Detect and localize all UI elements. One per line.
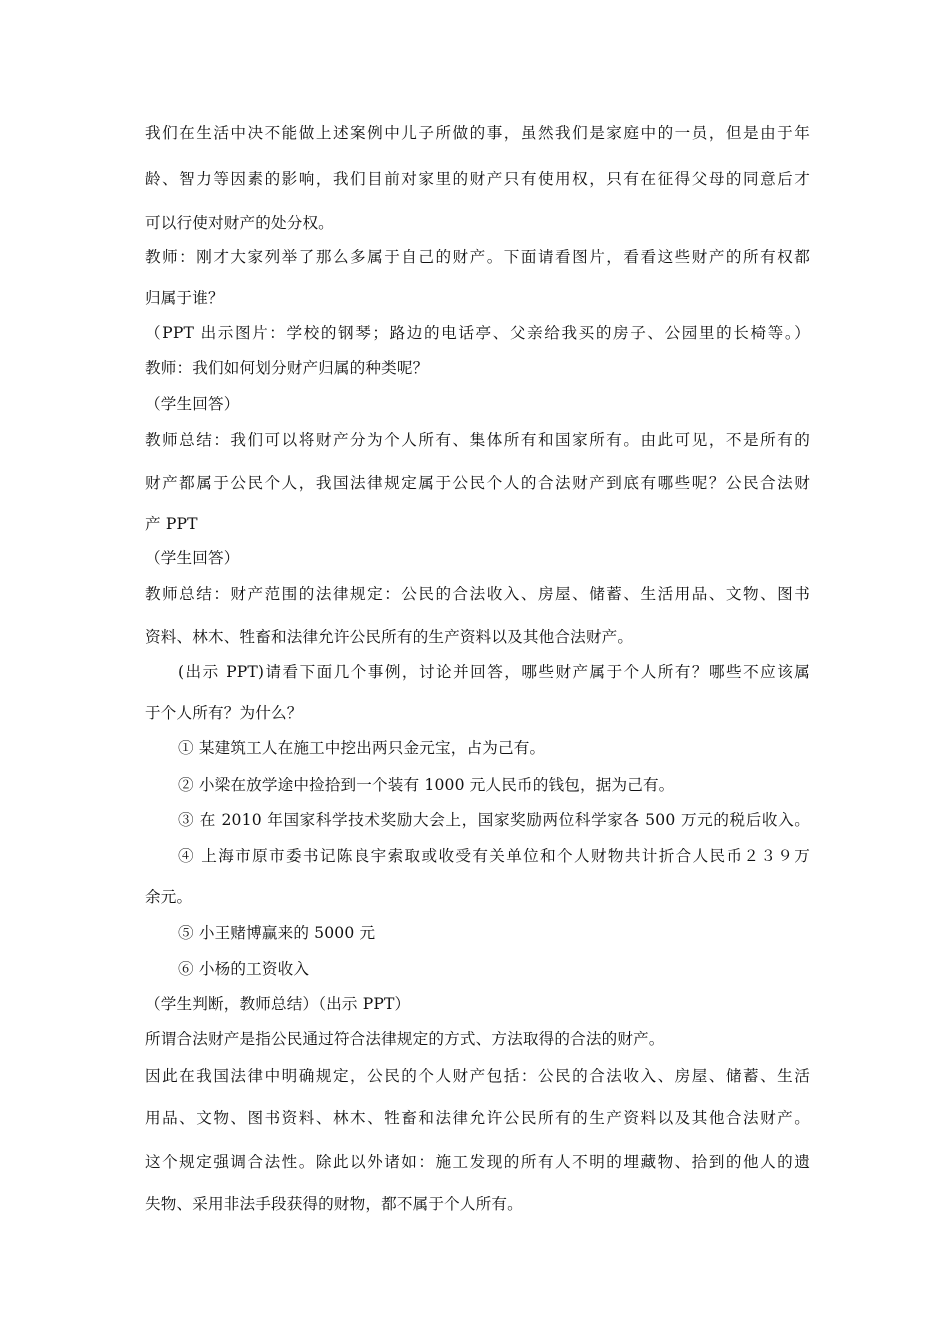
text-line: 教师总结：我们可以将财产分为个人所有、集体所有和国家所有。由此可见，不是所有的 (145, 431, 810, 449)
list-item: ⑥ 小杨的工资收入 (178, 960, 310, 978)
text-line: 教师：刚才大家列举了那么多属于自己的财产。下面请看图片，看看这些财产的所有权都 (145, 248, 810, 266)
text-line: （学生判断，教师总结）（出示 PPT） (145, 995, 411, 1013)
text-line: 因此在我国法律中明确规定，公民的个人财产包括：公民的合法收入、房屋、储蓄、生活 (145, 1067, 810, 1085)
text-line: 我们在生活中决不能做上述案例中儿子所做的事，虽然我们是家庭中的一员，但是由于年 (145, 124, 810, 142)
text-line: 余元。 (145, 888, 193, 906)
text-line: 这个规定强调合法性。除此以外诸如：施工发现的所有人不明的埋藏物、拾到的他人的遗 (145, 1153, 810, 1171)
text-line: 教师总结：财产范围的法律规定：公民的合法收入、房屋、储蓄、生活用品、文物、图书 (145, 585, 810, 603)
text-line: 失物、采用非法手段获得的财物，都不属于个人所有。 (145, 1195, 523, 1213)
text-line: 于个人所有？为什么？ (145, 704, 303, 722)
text-line: 教师：我们如何划分财产归属的种类呢？ (145, 359, 429, 377)
text-line: （学生回答） (145, 549, 240, 567)
text-line: （PPT 出示图片：学校的钢琴；路边的电话亭、父亲给我买的房子、公园里的长椅等。） (145, 324, 810, 342)
list-item: ② 小梁在放学途中捡拾到一个装有 1000 元人民币的钱包，据为己有。 (178, 776, 675, 794)
text-line: （学生回答） (145, 395, 240, 413)
list-item: ④ 上海市原市委书记陈良宇索取或收受有关单位和个人财物共计折合人民币２３９万 (178, 847, 810, 865)
text-line: 归属于谁？ (145, 289, 224, 307)
text-line: 所谓合法财产是指公民通过符合法律规定的方式、方法取得的合法的财产。 (145, 1030, 665, 1048)
text-line: (出示 PPT)请看下面几个事例，讨论并回答，哪些财产属于个人所有？哪些不应该属 (178, 663, 810, 681)
list-item: ⑤ 小王赌博赢来的 5000 元 (178, 924, 376, 942)
text-line: 龄、智力等因素的影响，我们目前对家里的财产只有使用权，只有在征得父母的同意后才 (145, 170, 810, 188)
text-line: 财产都属于公民个人，我国法律规定属于公民个人的合法财产到底有哪些呢？公民合法财 (145, 474, 810, 492)
text-line: 可以行使对财产的处分权。 (145, 214, 334, 232)
text-line: 产 PPT (145, 515, 198, 533)
list-item: ③ 在 2010 年国家科学技术奖励大会上，国家奖励两位科学家各 500 万元的税后收入。 (178, 811, 810, 829)
text-line: 资料、林木、牲畜和法律允许公民所有的生产资料以及其他合法财产。 (145, 628, 634, 646)
list-item: ① 某建筑工人在施工中挖出两只金元宝，占为己有。 (178, 739, 546, 757)
text-line: 用品、文物、图书资料、林木、牲畜和法律允许公民所有的生产资料以及其他合法财产。 (145, 1109, 810, 1127)
